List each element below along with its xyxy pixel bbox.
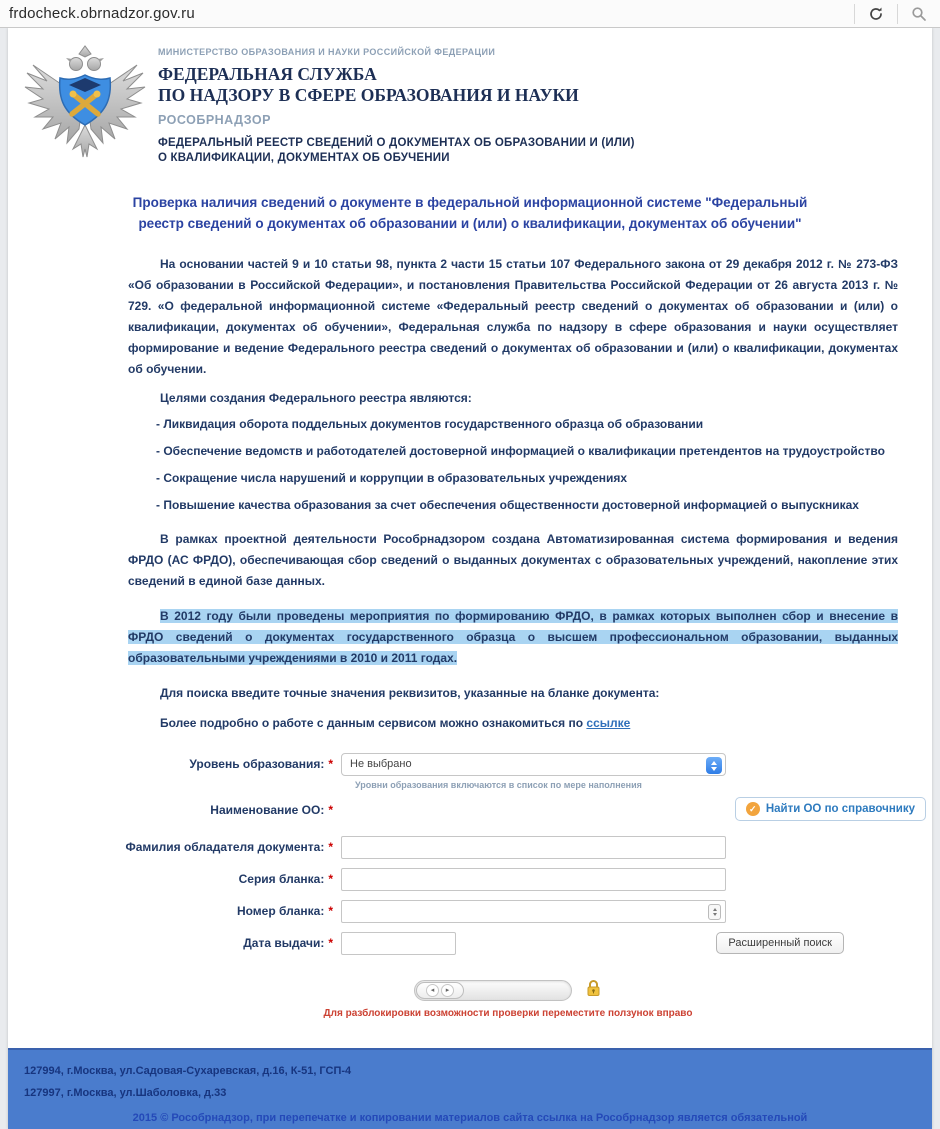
series-input[interactable]	[341, 868, 726, 891]
rosobrnadzor-emblem-logo	[24, 43, 150, 166]
education-level-label: Уровень образования: *	[189, 757, 333, 771]
slider-unlock-hint: Для разблокировки возможности проверки переместите ползунок вправо	[323, 1008, 693, 1019]
slider-right-arrow-icon: ▸	[441, 984, 454, 997]
education-level-hint: Уровни образования включаются в список по мере наполнения	[355, 780, 642, 790]
issue-date-input[interactable]	[341, 932, 456, 955]
number-input[interactable]	[341, 900, 726, 923]
oo-name-row	[8, 799, 932, 823]
number-spinner[interactable]	[708, 904, 721, 920]
issue-date-row	[8, 932, 932, 955]
education-level-select[interactable]	[341, 753, 726, 776]
registry-name: ФЕДЕРАЛЬНЫЙ РЕЕСТР СВЕДЕНИЙ О ДОКУМЕНТАХ ОБ ОБРАЗОВАНИИ И (ИЛИ) О КВАЛИФИКАЦИИ, ДОКУМЕНТАХ ОБ ОБУЧЕНИИ	[158, 137, 635, 164]
goal-item: - Сокращение числа нарушений и коррупции в образовательных учреждениях	[156, 471, 628, 485]
footer-address-1: 127994, г.Москва, ул.Садовая-Сухаревская, д.16, К-51, ГСП-4	[24, 1065, 352, 1077]
oo-name-label: Наименование ОО: *	[210, 803, 333, 817]
legal-basis-paragraph: На основании частей 9 и 10 статьи 98, пункта 2 части 15 статьи 107 Федерального закона от 29 декабря 2012 г. № 273-ФЗ «Об образовании в Российской Федерации», и постановления Правительства Российской Федерации от 26 августа 2013 г. № 729. «О федеральной информационной системе «Федеральный реестр сведений о документах об образовании и (или) о квалификации, документах об обучении», Федеральная служба по надзору в сфере образования и науки осуществляет формирование и ведение Федерального реестра сведений о документах об образовании и (или) о квалификации, документах об обучении.	[128, 257, 898, 376]
unlock-slider-track[interactable]	[414, 980, 572, 1001]
advanced-search-button[interactable]: Расширенный поиск	[716, 932, 844, 954]
goal-item: - Повышение качества образования за счет обеспечения общественности достоверной информацией о выпускниках	[156, 498, 859, 512]
page-title: Проверка наличия сведений о документе в федеральной информационной системе "Федеральный реестр сведений о документах об образовании и (или) о квалификации, документах об обучении"	[132, 195, 808, 231]
orange-check-icon: ✓	[746, 802, 760, 816]
unlock-slider-handle[interactable]	[416, 982, 464, 999]
site-footer	[8, 1048, 932, 1129]
unlock-slider-section	[293, 979, 723, 1019]
surname-input[interactable]	[341, 836, 726, 859]
number-row	[8, 900, 932, 923]
series-label: Серия бланка: *	[238, 872, 333, 886]
service-short-name: РОСОБРНАДЗОР	[158, 113, 271, 127]
goal-item: - Обеспечение ведомств и работодателей достоверной информацией о квалификации претендентов на трудоустройство	[156, 444, 885, 458]
document-search-form	[8, 753, 932, 955]
find-oo-button[interactable]: ✓ Найти ОО по справочнику	[735, 797, 926, 821]
footer-copyright: 2015 © Рособрнадзор, при перепечатке и копировании материалов сайта ссылка на Рособрнадзор является обязательной	[132, 1112, 808, 1124]
slider-left-arrow-icon: ◂	[426, 984, 439, 997]
series-row	[8, 868, 932, 891]
url-bar[interactable]: frdocheck.obrnadzor.gov.ru	[9, 5, 195, 22]
asfrdo-paragraph: В рамках проектной деятельности Рособрнадзором создана Автоматизированная система формирования и ведения ФРДО (АС ФРДО), обеспечивающая сбор сведений о выданных документах с образовательных учреждений, накопление этих сведений в единой базе данных.	[128, 532, 898, 588]
service-name: ФЕДЕРАЛЬНАЯ СЛУЖБА ПО НАДЗОРУ В СФЕРЕ ОБРАЗОВАНИЯ И НАУКИ	[158, 64, 579, 105]
browser-toolbar	[0, 0, 940, 28]
number-label: Номер бланка: *	[236, 904, 333, 918]
surname-row	[8, 836, 932, 859]
more-info-line: Более подробно о работе с данным сервисом можно ознакомиться по ссылке	[160, 716, 631, 730]
search-icon[interactable]	[898, 0, 940, 27]
goals-intro: Целями создания Федерального реестра являются:	[160, 391, 472, 405]
footer-address-2: 127997, г.Москва, ул.Шаболовка, д.33	[24, 1087, 227, 1099]
reload-icon[interactable]	[855, 0, 897, 27]
issue-date-label: Дата выдачи: *	[243, 936, 333, 950]
site-header	[8, 28, 932, 166]
highlighted-paragraph: В 2012 году были проведены мероприятия по формированию ФРДО, в рамках которых выполнен сбор и внесение в ФРДО сведений о документах государственного образца о высшем профессиональном образовании, выданных образовательными учреждениями в 2010 и 2011 годах.	[128, 609, 898, 665]
search-instructions: Для поиска введите точные значения реквизитов, указанные на бланке документа:	[160, 686, 660, 700]
chevron-up-down-icon	[706, 757, 722, 774]
education-level-row	[8, 753, 932, 790]
ministry-name: МИНИСТЕРСТВО ОБРАЗОВАНИЯ И НАУКИ РОССИЙСКОЙ ФЕДЕРАЦИИ	[158, 47, 496, 57]
lock-icon	[585, 979, 602, 1002]
surname-label: Фамилия обладателя документа: *	[125, 840, 333, 854]
goal-item: - Ликвидация оборота поддельных документов государственного образца об образовании	[156, 417, 704, 431]
intro-text-block	[128, 254, 898, 731]
service-info-link[interactable]: ссылке	[586, 716, 631, 730]
education-level-value: Не выбрано	[350, 758, 412, 770]
